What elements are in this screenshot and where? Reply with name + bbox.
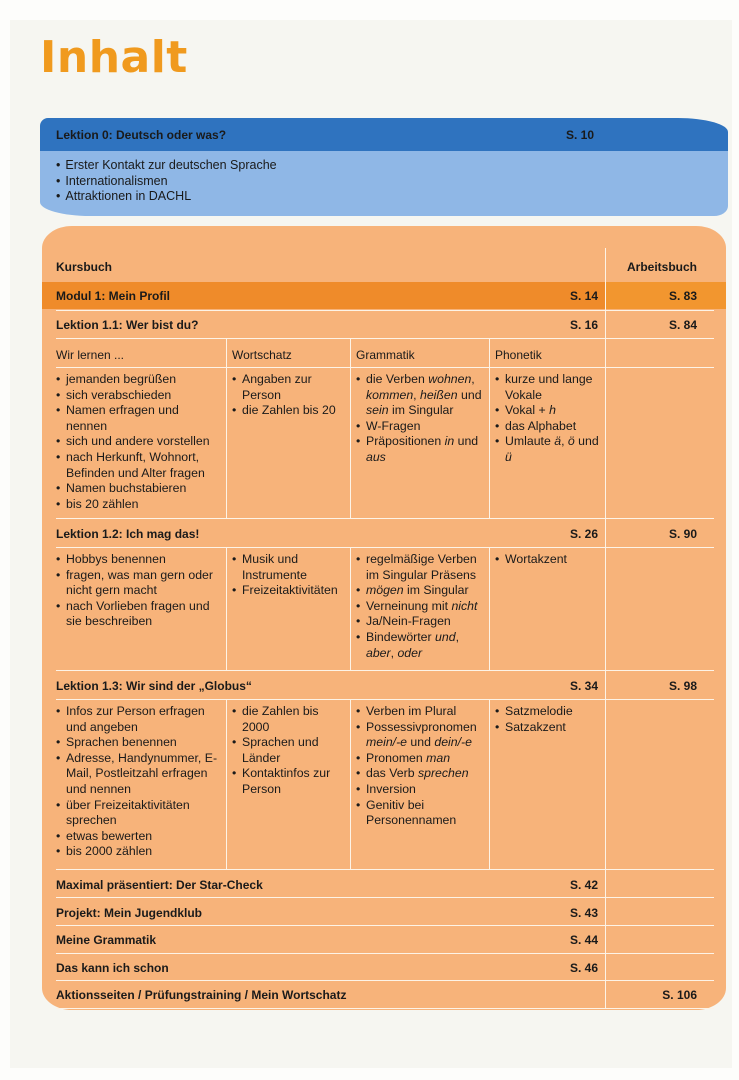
list-item: • bis 20 zählen bbox=[56, 497, 222, 513]
list-item: • Kontaktinfos zur Person bbox=[232, 766, 346, 797]
column-divider bbox=[489, 548, 490, 670]
list-item: • Genitiv bei Personennamen bbox=[356, 798, 486, 829]
lektion0-header bbox=[40, 118, 728, 151]
list-item: • Bindewörter und, aber, oder bbox=[356, 630, 486, 661]
list-item: • Umlaute ä, ö und ü bbox=[495, 434, 603, 465]
column-divider bbox=[226, 548, 227, 670]
list-item: • Infos zur Person erfragen und angeben bbox=[56, 704, 222, 735]
lektion-kb-page: S. 34 bbox=[569, 679, 598, 693]
lektion-ab-page: S. 90 bbox=[668, 527, 697, 541]
arbeitsbuch-header: Arbeitsbuch bbox=[626, 260, 697, 274]
extra-row-kb-page: S. 44 bbox=[569, 933, 598, 947]
lektion-title: Lektion 1.1: Wer bist du? bbox=[56, 318, 199, 332]
lektion-kb-page: S. 26 bbox=[569, 527, 598, 541]
list-item: • nach Vorlieben fragen und sie beschreiben bbox=[56, 599, 222, 630]
phonetik-list bbox=[495, 372, 603, 466]
lektion0-body bbox=[40, 151, 728, 216]
list-item: • bis 2000 zählen bbox=[56, 844, 222, 860]
grammatik-list bbox=[356, 704, 486, 829]
wortschatz-list bbox=[232, 372, 346, 419]
lektion0-list bbox=[56, 158, 277, 205]
list-item: • das Verb sprechen bbox=[356, 766, 486, 782]
column-header-phonetik: Phonetik bbox=[495, 348, 542, 362]
contents-table bbox=[42, 226, 726, 1010]
divider bbox=[56, 925, 714, 926]
wir-lernen-list bbox=[56, 552, 222, 630]
list-item: • Ja/Nein-Fragen bbox=[356, 614, 486, 630]
divider bbox=[56, 699, 714, 700]
list-item: • kurze und lange Vokale bbox=[495, 372, 603, 403]
column-divider bbox=[489, 339, 490, 518]
list-item: • sich verabschieden bbox=[56, 388, 222, 404]
list-item: • fragen, was man gern oder nicht gern macht bbox=[56, 568, 222, 599]
list-item: • Freizeitaktivitäten bbox=[232, 583, 346, 599]
extra-row-ab-page: S. 106 bbox=[662, 988, 697, 1002]
list-item: • sich und andere vorstellen bbox=[56, 434, 222, 450]
list-item: • Verben im Plural bbox=[356, 704, 486, 720]
list-item: • Inversion bbox=[356, 782, 486, 798]
list-item: • die Zahlen bis 2000 bbox=[232, 704, 346, 735]
divider bbox=[56, 1008, 714, 1009]
list-item: • Possessivpronomen mein/-e und dein/-e bbox=[356, 720, 486, 751]
extra-row-title: Das kann ich schon bbox=[56, 961, 169, 975]
list-item: • Internationalismen bbox=[56, 174, 277, 190]
divider bbox=[56, 310, 714, 311]
phonetik-list bbox=[495, 552, 603, 568]
list-item: • etwas bewerten bbox=[56, 829, 222, 845]
grammatik-list bbox=[356, 372, 486, 466]
divider bbox=[56, 980, 714, 981]
list-item: • Adresse, Handynummer, E-Mail, Postleitzahl erfragen und nennen bbox=[56, 751, 222, 798]
list-item: • Vokal + h bbox=[495, 403, 603, 419]
lektion-title: Lektion 1.3: Wir sind der „Globus“ bbox=[56, 679, 252, 693]
list-item: • W-Fragen bbox=[356, 419, 486, 435]
list-item: • Verneinung mit nicht bbox=[356, 599, 486, 615]
list-item: • Namen buchstabieren bbox=[56, 481, 222, 497]
column-divider bbox=[489, 700, 490, 869]
list-item: • die Zahlen bis 20 bbox=[232, 403, 346, 419]
list-item: • die Verben wohnen, kommen, heißen und sein im Singular bbox=[356, 372, 486, 419]
column-header-grammatik: Grammatik bbox=[356, 348, 415, 362]
divider bbox=[56, 518, 714, 519]
extra-row-kb-page: S. 42 bbox=[569, 878, 598, 892]
column-divider bbox=[350, 339, 351, 518]
modul-title: Modul 1: Mein Profil bbox=[56, 289, 170, 303]
list-item: • nach Herkunft, Wohnort, Befinden und Alter fragen bbox=[56, 450, 222, 481]
wir-lernen-list bbox=[56, 704, 222, 860]
list-item: • Pronomen man bbox=[356, 751, 486, 767]
grammatik-list bbox=[356, 552, 486, 661]
page-title: Inhalt bbox=[40, 32, 188, 83]
list-item: • Sprachen und Länder bbox=[232, 735, 346, 766]
lektion-kb-page: S. 16 bbox=[569, 318, 598, 332]
list-item: • Präpositionen in und aus bbox=[356, 434, 486, 465]
extra-row-title: Maximal präsentiert: Der Star-Check bbox=[56, 878, 263, 892]
lektion-ab-page: S. 84 bbox=[668, 318, 697, 332]
column-divider bbox=[350, 548, 351, 670]
lektion-title: Lektion 1.2: Ich mag das! bbox=[56, 527, 200, 541]
list-item: • Namen erfragen und nennen bbox=[56, 403, 222, 434]
list-item: • über Freizeitaktivitäten sprechen bbox=[56, 798, 222, 829]
column-divider bbox=[226, 700, 227, 869]
extra-row-title: Aktionsseiten / Prüfungstraining / Mein Wortschatz bbox=[56, 988, 347, 1002]
divider bbox=[56, 547, 714, 548]
kursbuch-header: Kursbuch bbox=[56, 260, 113, 274]
divider bbox=[56, 338, 714, 339]
divider bbox=[56, 897, 714, 898]
extra-row-title: Meine Grammatik bbox=[56, 933, 157, 947]
divider bbox=[56, 869, 714, 870]
list-item: • Attraktionen in DACHL bbox=[56, 189, 277, 205]
list-item: • jemanden begrüßen bbox=[56, 372, 222, 388]
column-divider bbox=[350, 700, 351, 869]
divider bbox=[56, 953, 714, 954]
list-item: • regelmäßige Verben im Singular Präsens bbox=[356, 552, 486, 583]
list-item: • Satzmelodie bbox=[495, 704, 603, 720]
column-header-wir-lernen: Wir lernen ... bbox=[56, 348, 125, 362]
lektion0-page: S. 10 bbox=[566, 128, 595, 142]
divider bbox=[56, 670, 714, 671]
extra-row-kb-page: S. 46 bbox=[569, 961, 598, 975]
wir-lernen-list bbox=[56, 372, 222, 512]
divider bbox=[56, 367, 714, 368]
extra-row-title: Projekt: Mein Jugendklub bbox=[56, 906, 203, 920]
extra-row-kb-page: S. 43 bbox=[569, 906, 598, 920]
wortschatz-list bbox=[232, 552, 346, 599]
column-divider bbox=[226, 339, 227, 518]
wortschatz-list bbox=[232, 704, 346, 798]
list-item: • Wortakzent bbox=[495, 552, 603, 568]
list-item: • Erster Kontakt zur deutschen Sprache bbox=[56, 158, 277, 174]
phonetik-list bbox=[495, 704, 603, 735]
modul-kb-page: S. 14 bbox=[569, 289, 598, 303]
arbeitsbuch-divider bbox=[605, 248, 606, 1008]
list-item: • Sprachen benennen bbox=[56, 735, 222, 751]
lektion0-box bbox=[40, 118, 728, 216]
list-item: • mögen im Singular bbox=[356, 583, 486, 599]
column-header-wortschatz: Wortschatz bbox=[232, 348, 292, 362]
list-item: • das Alphabet bbox=[495, 419, 603, 435]
lektion0-title: Lektion 0: Deutsch oder was? bbox=[56, 128, 227, 142]
list-item: • Musik und Instrumente bbox=[232, 552, 346, 583]
modul-ab-page: S. 83 bbox=[668, 289, 697, 303]
lektion-ab-page: S. 98 bbox=[668, 679, 697, 693]
list-item: • Satzakzent bbox=[495, 720, 603, 736]
list-item: • Hobbys benennen bbox=[56, 552, 222, 568]
list-item: • Angaben zur Person bbox=[232, 372, 346, 403]
